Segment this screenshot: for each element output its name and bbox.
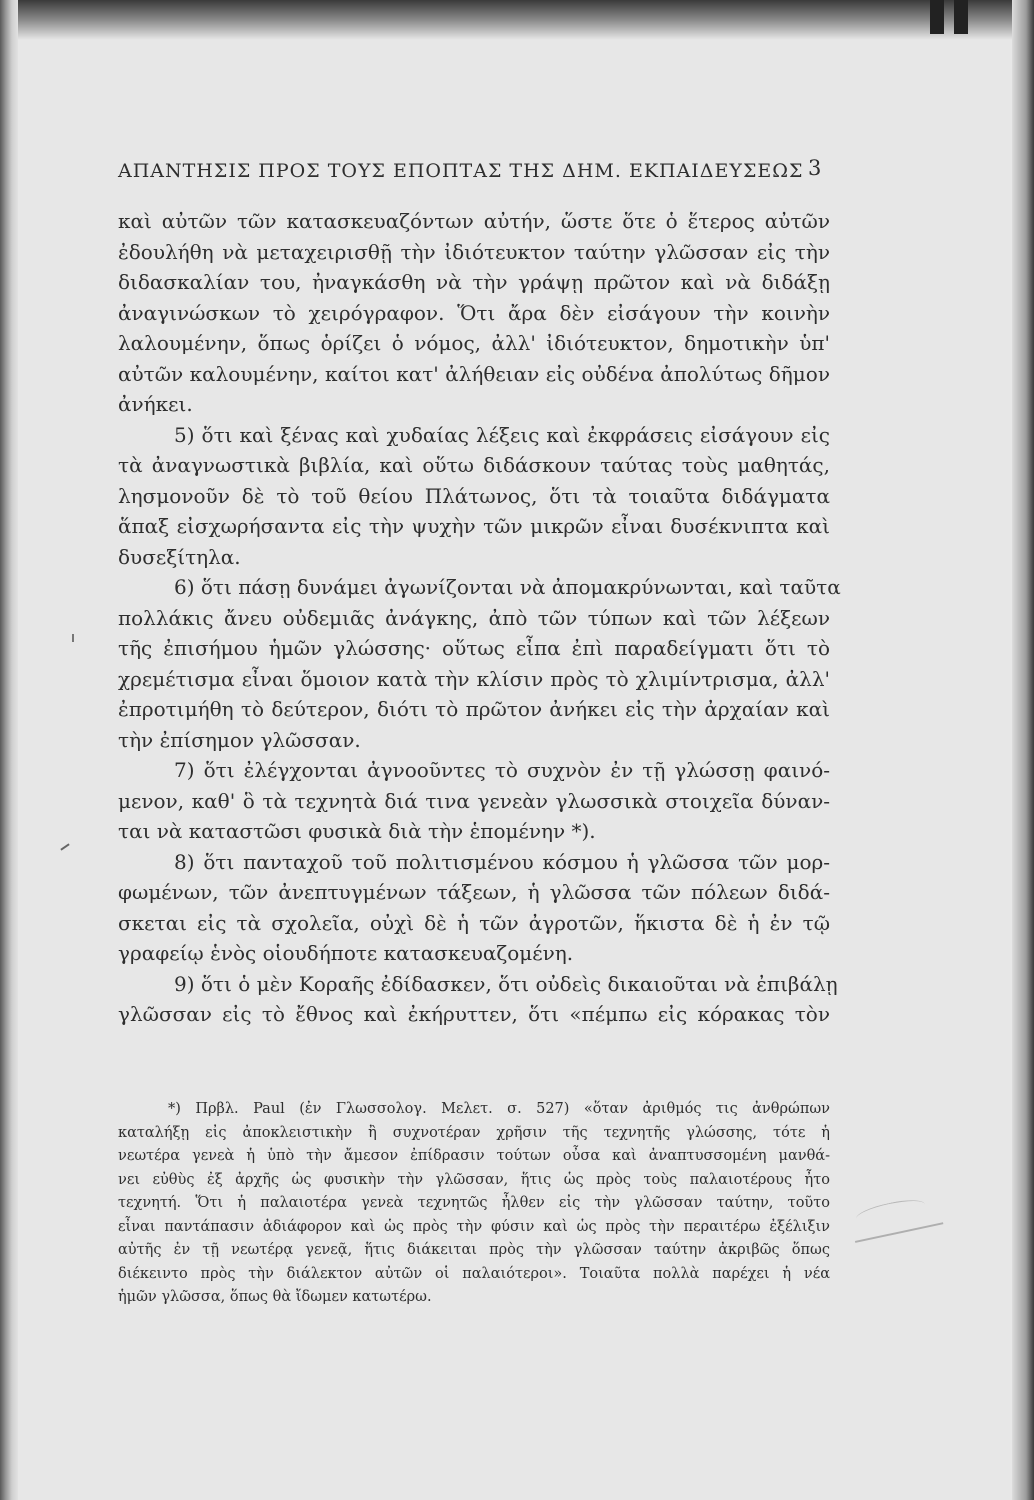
body-line: τὰ ἀναγνωστικὰ βιβλία, καὶ οὕτω διδάσκουν ταύτας τοὺς μαθητάς, bbox=[118, 453, 830, 477]
binding-mark bbox=[930, 0, 944, 34]
body-line: λησμονοῦν δὲ τὸ τοῦ θείου Πλάτωνος, ὅτι τὰ τοιαῦτα διδάγματα bbox=[118, 483, 830, 508]
body-line: χρεμέτισμα εἶναι ὅμοιον κατὰ τὴν κλίσιν πρὸς τὸ χλιμίντρισμα, ἀλλ' bbox=[118, 666, 830, 691]
footnote bbox=[118, 1098, 830, 1310]
footnote-line: ἡμῶν γλῶσσα, ὅπως θὰ ἴδωμεν κατωτέρω. bbox=[118, 1289, 432, 1305]
body-line: ἐδουλήθη νὰ μεταχειρισθῇ τὴν ἰδιότευκτον ταύτην γλῶσσαν εἰς τὴν bbox=[118, 239, 830, 264]
body-line: 7) ὅτι ἐλέγχονται ἀγνοοῦντες τὸ συχνὸν ἐν τῇ γλώσσῃ φαινό- bbox=[174, 758, 830, 782]
body-line: ται νὰ καταστῶσι φυσικὰ διὰ τὴν ἑπομένην *). bbox=[118, 819, 596, 843]
footnote-line: *) Πρβλ. Paul (ἐν Γλωσσολογ. Μελετ. σ. 527) «ὅταν ἀριθμός τις ἀνθρώπων bbox=[168, 1101, 830, 1117]
page-left-edge bbox=[0, 0, 18, 1500]
body-line: φωμένων, τῶν ἀνεπτυγμένων τάξεων, ἡ γλῶσσα τῶν πόλεων διδά- bbox=[118, 880, 830, 904]
body-line: ἐπροτιμήθη τὸ δεύτερον, διότι τὸ πρῶτον ἀνήκει εἰς τὴν ἀρχαίαν καὶ bbox=[118, 697, 830, 721]
body-line: 5) ὅτι καὶ ξένας καὶ χυδαίας λέξεις καὶ ἐκφράσεις εἰσάγουν εἰς bbox=[174, 422, 830, 447]
footnote-line: τεχνητή. Ὅτι ἡ παλαιοτέρα γενεὰ τεχνητῶς ἦλθεν εἰς τὴν γλῶσσαν ταύτην, τοῦτο bbox=[118, 1195, 830, 1211]
page-number: 3 bbox=[808, 156, 822, 180]
body-line: πολλάκις ἄνευ οὐδεμιᾶς ἀνάγκης, ἀπὸ τῶν τύπων καὶ τῶν λέξεων bbox=[118, 605, 830, 630]
page-right-edge bbox=[1012, 0, 1034, 1500]
body-line: γραφείῳ ἑνὸς οἱουδήποτε κατασκευαζομένη. bbox=[118, 941, 574, 965]
footnote-line: εἶναι παντάπασιν ἀδιάφορον καὶ ὡς πρὸς τὴν φύσιν καὶ ὡς πρὸς τὴν περαιτέρω ἐξέλιξιν bbox=[118, 1218, 830, 1235]
body-line: τὴν ἐπίσημον γλῶσσαν. bbox=[118, 727, 361, 752]
body-line: μενον, καθ' ὃ τὰ τεχνητὰ διά τινα γενεὰν γλωσσικὰ στοιχεῖα δύναν- bbox=[118, 788, 830, 813]
body-line: αὐτῶν καλουμένην, καίτοι κατ' ἀλήθειαν εἰς οὐδένα ἀπολύτως δῆμον bbox=[118, 361, 830, 386]
pencil-mark bbox=[60, 843, 69, 850]
body-line: λαλουμένην, ὅπως ὁρίζει ὁ νόμος, ἀλλ' ἰδιότευκτον, δημοτικὴν ὑπ' bbox=[118, 331, 830, 355]
body-line: ἅπαξ εἰσχωρήσαντα εἰς τὴν ψυχὴν τῶν μικρῶν εἶναι δυσέκνιπτα καὶ bbox=[118, 514, 830, 538]
body-text bbox=[118, 206, 841, 1030]
footnote-line: διέκειντο πρὸς τὴν διάλεκτον αὐτῶν οἱ παλαιότεροι». Τοιαῦτα πολλὰ παρέχει ἡ νέα bbox=[118, 1265, 830, 1282]
handwritten-margin-note bbox=[847, 1183, 944, 1243]
body-line: ἀναγινώσκων τὸ χειρόγραφον. Ὅτι ἄρα δὲν εἰσάγουν τὴν κοινὴν bbox=[118, 300, 830, 325]
footnote-line: νεωτέρα γενεὰ ἡ ὑπὸ τὴν ἄμεσον ἐπίδρασιν τούτων οὖσα καὶ ἀναπτυσσομένη μανθά- bbox=[118, 1148, 830, 1164]
running-header: ΑΠΑΝΤΗΣΙΣ ΠΡΟΣ ΤΟΥΣ ΕΠΟΠΤΑΣ ΤΗΣ ΔΗΜ. ΕΚΠΑΙΔΕΥΣΕΩΣ bbox=[118, 160, 804, 182]
body-line: 9) ὅτι ὁ μὲν Κοραῆς ἐδίδασκεν, ὅτι οὐδεὶς δικαιοῦται νὰ ἐπιβάλῃ bbox=[174, 971, 838, 996]
body-line: σκεται εἰς τὰ σχολεῖα, οὐχὶ δὲ ἡ τῶν ἀγροτῶν, ἥκιστα δὲ ἡ ἐν τῷ bbox=[118, 910, 830, 935]
body-line: 6) ὅτι πάσῃ δυνάμει ἀγωνίζονται νὰ ἀπομακρύνωνται, καὶ ταῦτα bbox=[174, 575, 841, 599]
footnote-line: αὐτῆς ἐν τῇ νεωτέρᾳ γενεᾷ, ἥτις διάκειται πρὸς τὴν γλῶσσαν ταύτην ἀκριβῶς ὅπως bbox=[118, 1242, 830, 1258]
body-line: τῆς ἐπισήμου ἡμῶν γλώσσης· οὕτως εἶπα ἐπὶ παραδείγματι ὅτι τὸ bbox=[118, 636, 830, 660]
binding-mark bbox=[954, 0, 968, 34]
pencil-mark bbox=[72, 634, 74, 642]
body-line: ἀνήκει. bbox=[118, 392, 193, 416]
body-line: καὶ αὐτῶν τῶν κατασκευαζόντων αὐτήν, ὥστε ὅτε ὁ ἕτερος αὐτῶν bbox=[118, 209, 830, 233]
body-line: διδασκαλίαν του, ἠναγκάσθη νὰ τὴν γράψῃ πρῶτον καὶ νὰ διδάξῃ bbox=[118, 270, 830, 294]
page-top-edge bbox=[0, 0, 1034, 40]
footnote-line: καταλήξῃ εἰς ἀποκλειστικὴν ἢ συχνοτέραν χρῆσιν τῆς τεχνητῆς γλώσσης, τότε ἡ bbox=[118, 1124, 830, 1141]
body-line: 8) ὅτι πανταχοῦ τοῦ πολιτισμένου κόσμου ἡ γλῶσσα τῶν μορ- bbox=[174, 849, 830, 874]
body-line: γλῶσσαν εἰς τὸ ἔθνος καὶ ἐκήρυττεν, ὅτι «πέμπω εἰς κόρακας τὸν bbox=[118, 1002, 830, 1026]
body-line: δυσεξίτηλα. bbox=[118, 544, 241, 569]
footnote-line: νει εὐθὺς ἐξ ἀρχῆς ὡς φυσικὴν τὴν γλῶσσαν, ἥτις ὡς πρὸς τοὺς παλαιοτέρους ἦτο bbox=[118, 1171, 830, 1188]
